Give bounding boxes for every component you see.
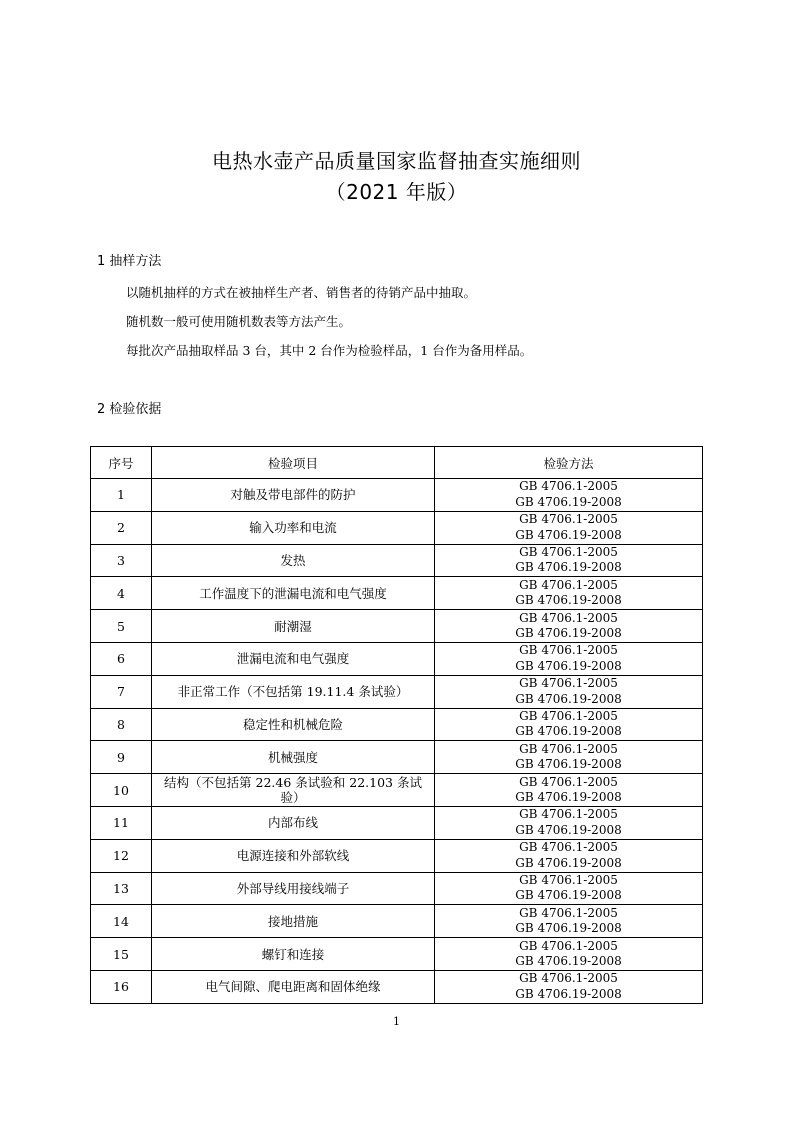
method-standard: GB 4706.19-2008 bbox=[515, 560, 622, 575]
table-row bbox=[91, 511, 703, 544]
header-method: 检验方法 bbox=[435, 447, 703, 479]
inspection-method bbox=[435, 610, 703, 643]
method-standard: GB 4706.1-2005 bbox=[519, 741, 618, 756]
method-standard: GB 4706.19-2008 bbox=[515, 658, 622, 673]
table-row bbox=[91, 577, 703, 610]
method-standard: GB 4706.19-2008 bbox=[515, 790, 622, 805]
table-row bbox=[91, 806, 703, 839]
table-row bbox=[91, 970, 703, 1003]
method-standard: GB 4706.19-2008 bbox=[515, 888, 622, 903]
inspection-item: 发热 bbox=[152, 544, 435, 577]
table-row bbox=[91, 479, 703, 512]
method-standard: GB 4706.1-2005 bbox=[519, 577, 618, 592]
row-number: 13 bbox=[91, 872, 152, 905]
method-standard: GB 4706.19-2008 bbox=[515, 986, 622, 1001]
inspection-item: 结构（不包括第 22.46 条试验和 22.103 条试验） bbox=[152, 774, 435, 807]
section-heading-basis: 2 检验依据 bbox=[97, 402, 162, 417]
inspection-item: 电源连接和外部软线 bbox=[152, 839, 435, 872]
inspection-method bbox=[435, 675, 703, 708]
method-standard: GB 4706.1-2005 bbox=[519, 938, 618, 953]
table-row bbox=[91, 872, 703, 905]
header-no: 序号 bbox=[91, 447, 152, 479]
inspection-method bbox=[435, 642, 703, 675]
method-standard: GB 4706.19-2008 bbox=[515, 822, 622, 837]
table-row bbox=[91, 774, 703, 807]
table-row bbox=[91, 938, 703, 971]
inspection-method bbox=[435, 806, 703, 839]
table-row bbox=[91, 839, 703, 872]
paragraph: 随机数一般可使用随机数表等方法产生。 bbox=[126, 314, 352, 329]
method-standard: GB 4706.19-2008 bbox=[515, 757, 622, 772]
table-row bbox=[91, 708, 703, 741]
method-standard: GB 4706.19-2008 bbox=[515, 921, 622, 936]
method-standard: GB 4706.19-2008 bbox=[515, 626, 622, 641]
method-standard: GB 4706.19-2008 bbox=[515, 494, 622, 509]
inspection-table bbox=[90, 446, 703, 1004]
inspection-item: 泄漏电流和电气强度 bbox=[152, 642, 435, 675]
row-number: 3 bbox=[91, 544, 152, 577]
method-standard: GB 4706.19-2008 bbox=[515, 527, 622, 542]
method-standard: GB 4706.1-2005 bbox=[519, 544, 618, 559]
method-standard: GB 4706.1-2005 bbox=[519, 610, 618, 625]
document-title: 电热水壶产品质量国家监督抽查实施细则 bbox=[212, 149, 581, 173]
row-number: 10 bbox=[91, 774, 152, 807]
inspection-item: 接地措施 bbox=[152, 905, 435, 938]
inspection-method bbox=[435, 708, 703, 741]
inspection-item: 螺钉和连接 bbox=[152, 938, 435, 971]
table-header-row bbox=[91, 447, 703, 479]
row-number: 7 bbox=[91, 675, 152, 708]
inspection-item: 稳定性和机械危险 bbox=[152, 708, 435, 741]
row-number: 11 bbox=[91, 806, 152, 839]
inspection-method bbox=[435, 577, 703, 610]
method-standard: GB 4706.19-2008 bbox=[515, 724, 622, 739]
method-standard: GB 4706.1-2005 bbox=[519, 971, 618, 986]
table-row bbox=[91, 741, 703, 774]
inspection-item: 非正常工作（不包括第 19.11.4 条试验） bbox=[152, 675, 435, 708]
row-number: 12 bbox=[91, 839, 152, 872]
inspection-method bbox=[435, 970, 703, 1003]
document-edition: （2021 年版） bbox=[325, 180, 468, 204]
method-standard: GB 4706.19-2008 bbox=[515, 855, 622, 870]
section-heading-sampling: 1 抽样方法 bbox=[97, 254, 162, 269]
method-standard: GB 4706.1-2005 bbox=[519, 643, 618, 658]
row-number: 8 bbox=[91, 708, 152, 741]
inspection-method bbox=[435, 905, 703, 938]
table-row bbox=[91, 905, 703, 938]
paragraph: 每批次产品抽取样品 3 台，其中 2 台作为检验样品，1 台作为备用样品。 bbox=[126, 343, 533, 358]
method-standard: GB 4706.1-2005 bbox=[519, 708, 618, 723]
inspection-method bbox=[435, 839, 703, 872]
method-standard: GB 4706.1-2005 bbox=[519, 676, 618, 691]
inspection-item: 机械强度 bbox=[152, 741, 435, 774]
page-number: 1 bbox=[393, 1015, 400, 1028]
inspection-method bbox=[435, 774, 703, 807]
inspection-item: 内部布线 bbox=[152, 806, 435, 839]
inspection-method bbox=[435, 479, 703, 512]
method-standard: GB 4706.19-2008 bbox=[515, 593, 622, 608]
inspection-item: 电气间隙、爬电距离和固体绝缘 bbox=[152, 970, 435, 1003]
row-number: 9 bbox=[91, 741, 152, 774]
table-row bbox=[91, 544, 703, 577]
row-number: 15 bbox=[91, 938, 152, 971]
method-standard: GB 4706.1-2005 bbox=[519, 872, 618, 887]
row-number: 1 bbox=[91, 479, 152, 512]
method-standard: GB 4706.1-2005 bbox=[519, 512, 618, 527]
header-item: 检验项目 bbox=[152, 447, 435, 479]
table-row bbox=[91, 642, 703, 675]
inspection-item: 外部导线用接线端子 bbox=[152, 872, 435, 905]
table-body bbox=[91, 479, 703, 1004]
method-standard: GB 4706.19-2008 bbox=[515, 954, 622, 969]
inspection-item: 工作温度下的泄漏电流和电气强度 bbox=[152, 577, 435, 610]
row-number: 4 bbox=[91, 577, 152, 610]
method-standard: GB 4706.1-2005 bbox=[519, 905, 618, 920]
method-standard: GB 4706.1-2005 bbox=[519, 840, 618, 855]
table-row bbox=[91, 610, 703, 643]
paragraph: 以随机抽样的方式在被抽样生产者、销售者的待销产品中抽取。 bbox=[126, 285, 477, 300]
row-number: 16 bbox=[91, 970, 152, 1003]
inspection-item: 耐潮湿 bbox=[152, 610, 435, 643]
method-standard: GB 4706.1-2005 bbox=[519, 774, 618, 789]
inspection-method bbox=[435, 544, 703, 577]
table-row bbox=[91, 675, 703, 708]
row-number: 6 bbox=[91, 642, 152, 675]
inspection-method bbox=[435, 511, 703, 544]
inspection-method bbox=[435, 872, 703, 905]
inspection-method bbox=[435, 938, 703, 971]
row-number: 5 bbox=[91, 610, 152, 643]
method-standard: GB 4706.1-2005 bbox=[519, 479, 618, 494]
inspection-method bbox=[435, 741, 703, 774]
inspection-item: 输入功率和电流 bbox=[152, 511, 435, 544]
method-standard: GB 4706.19-2008 bbox=[515, 691, 622, 706]
inspection-item: 对触及带电部件的防护 bbox=[152, 479, 435, 512]
method-standard: GB 4706.1-2005 bbox=[519, 807, 618, 822]
row-number: 2 bbox=[91, 511, 152, 544]
row-number: 14 bbox=[91, 905, 152, 938]
